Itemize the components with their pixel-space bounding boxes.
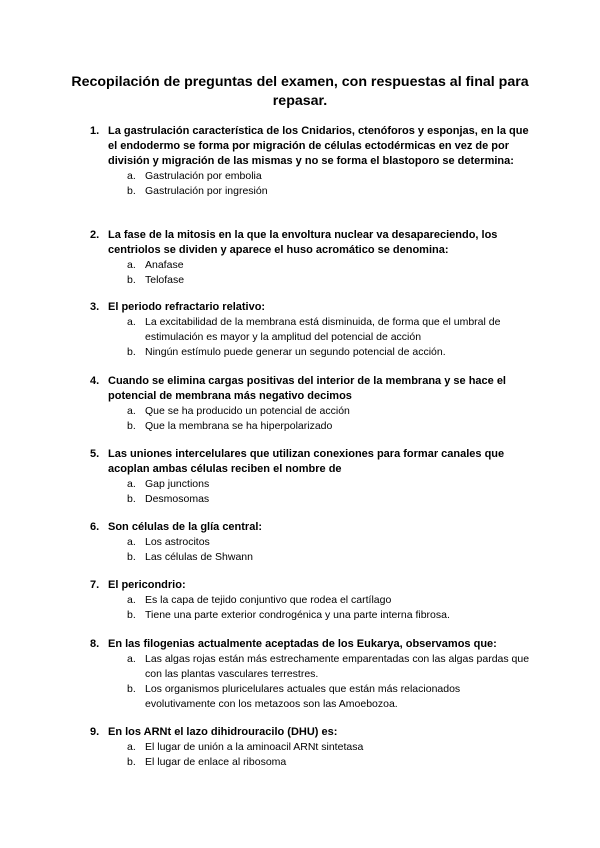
option-letter: b. <box>127 609 136 621</box>
option-b <box>127 492 530 507</box>
option-a <box>127 404 530 419</box>
option-text: Los organismos pluricelulares actuales que están más relacionados evolutivamente con los metazoos son las Amoebozoa. <box>145 683 461 710</box>
option-letter: a. <box>127 170 136 182</box>
option-text: Es la capa de tejido conjuntivo que rodea el cartílago <box>145 594 392 606</box>
options-list <box>127 404 530 434</box>
question-5 <box>90 447 530 507</box>
question-text: En los ARNt el lazo dihidrouracilo (DHU) es: <box>108 726 338 738</box>
option-text: Ningún estímulo puede generar un segundo potencial de acción. <box>145 346 446 358</box>
question-3 <box>90 300 530 360</box>
question-text: Cuando se elimina cargas positivas del interior de la membrana y se hace el potencial de membrana más negativo decimos <box>108 375 506 402</box>
question-text: Las uniones intercelulares que utilizan conexiones para formar canales que acoplan ambas células reciben el nombre de <box>108 448 505 475</box>
option-letter: b. <box>127 551 136 563</box>
option-letter: b. <box>127 683 136 695</box>
option-letter: a. <box>127 405 136 417</box>
option-a <box>127 593 530 608</box>
option-text: Gastrulación por ingresión <box>145 185 268 197</box>
option-b <box>127 755 530 770</box>
option-b <box>127 345 530 360</box>
question-text: La fase de la mitosis en la que la envoltura nuclear va desapareciendo, los centriolos se dividen y aparece el huso acromático se denomina: <box>108 229 498 256</box>
option-b <box>127 608 530 623</box>
option-letter: b. <box>127 346 136 358</box>
option-text: Que la membrana se ha hiperpolarizado <box>145 420 333 432</box>
option-a <box>127 652 530 682</box>
option-text: Las células de Shwann <box>145 551 253 563</box>
question-number: 5. <box>90 448 100 460</box>
option-letter: a. <box>127 259 136 271</box>
question-number: 3. <box>90 301 100 313</box>
option-text: Tiene una parte exterior condrogénica y una parte interna fibrosa. <box>145 609 450 621</box>
option-a <box>127 740 530 755</box>
option-letter: a. <box>127 478 136 490</box>
question-number: 1. <box>90 125 100 137</box>
option-b <box>127 550 530 565</box>
question-text: Son células de la glía central: <box>108 521 263 533</box>
option-text: Desmosomas <box>145 493 210 505</box>
option-a <box>127 477 530 492</box>
question-text: En las filogenias actualmente aceptadas de los Eukarya, observamos que: <box>108 638 497 650</box>
option-text: El lugar de enlace al ribosoma <box>145 756 287 768</box>
option-letter: a. <box>127 741 136 753</box>
option-text: Gap junctions <box>145 478 210 490</box>
question-number: 2. <box>90 229 100 241</box>
question-4 <box>90 374 530 434</box>
question-number: 8. <box>90 638 100 650</box>
option-b <box>127 419 530 434</box>
option-letter: a. <box>127 536 136 548</box>
options-list <box>127 593 530 623</box>
option-text: Las algas rojas están más estrechamente emparentadas con las algas pardas que con las plantas vasculares terrestres. <box>145 653 530 680</box>
question-text: El periodo refractario relativo: <box>108 301 266 313</box>
options-list <box>127 315 530 360</box>
option-letter: a. <box>127 653 136 665</box>
question-text: El pericondrio: <box>108 579 186 591</box>
option-b <box>127 273 530 288</box>
question-6 <box>90 520 530 565</box>
options-list <box>127 477 530 507</box>
page-title: Recopilación de preguntas del examen, con respuestas al final para repasar. <box>71 74 529 109</box>
question-8 <box>90 637 530 712</box>
question-7 <box>90 578 530 623</box>
options-list <box>127 535 530 565</box>
options-list <box>127 652 530 712</box>
option-a <box>127 315 530 345</box>
option-a <box>127 169 530 184</box>
option-text: Telofase <box>145 274 185 286</box>
option-letter: b. <box>127 420 136 432</box>
option-a <box>127 535 530 550</box>
options-list <box>127 169 530 199</box>
option-text: Gastrulación por embolia <box>145 170 262 182</box>
question-number: 7. <box>90 579 100 591</box>
option-b <box>127 184 530 199</box>
option-text: La excitabilidad de la membrana está disminuida, de forma que el umbral de estimulación es mayor y la amplitud del potencial de acción <box>145 316 501 343</box>
option-letter: a. <box>127 316 136 328</box>
option-text: Que se ha producido un potencial de acción <box>145 405 350 417</box>
option-letter: b. <box>127 274 136 286</box>
question-9 <box>90 725 530 770</box>
question-number: 6. <box>90 521 100 533</box>
question-number: 9. <box>90 726 100 738</box>
options-list <box>127 740 530 770</box>
option-text: Los astrocitos <box>145 536 210 548</box>
option-letter: b. <box>127 756 136 768</box>
option-letter: b. <box>127 493 136 505</box>
option-letter: a. <box>127 594 136 606</box>
option-letter: b. <box>127 185 136 197</box>
option-text: Anafase <box>145 259 184 271</box>
question-1 <box>90 124 530 199</box>
option-a <box>127 258 530 273</box>
options-list <box>127 258 530 288</box>
question-text: La gastrulación característica de los Cnidarios, ctenóforos y esponjas, en la que el endodermo se forma por migración de células ectodérmicas en vez de por división y migración de las mismas y no se forma el blastoporo se determina: <box>108 125 529 167</box>
option-b <box>127 682 530 712</box>
question-number: 4. <box>90 375 100 387</box>
question-2 <box>90 228 530 288</box>
option-text: El lugar de unión a la aminoacil ARNt sintetasa <box>145 741 364 753</box>
